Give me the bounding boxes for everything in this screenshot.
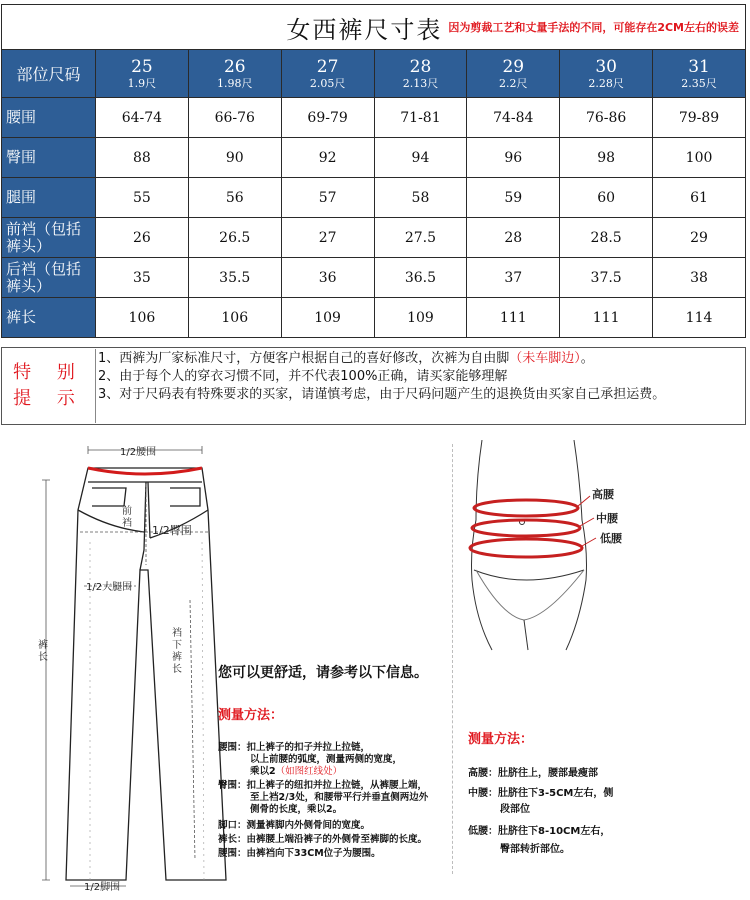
label-high-waist: 高腰 bbox=[592, 488, 614, 501]
row-label: 后裆（包括裤头） bbox=[2, 258, 96, 298]
table-cell: 109 bbox=[374, 298, 467, 338]
table-cell: 88 bbox=[96, 138, 189, 178]
label-inseam: 裆下裤长 bbox=[172, 628, 182, 675]
table-cell: 38 bbox=[653, 258, 746, 298]
table-cell: 56 bbox=[188, 178, 281, 218]
table-row bbox=[2, 178, 746, 218]
table-row bbox=[2, 98, 746, 138]
table-cell: 29 bbox=[653, 218, 746, 258]
notice-line-1: 1、西裤为厂家标准尺寸，方便客户根据自己的喜好修改，次裤为自由脚（未车脚边）。 bbox=[98, 351, 594, 366]
table-title-row bbox=[2, 5, 746, 50]
notice-line-2: 2、由于每个人的穿衣习惯不同，并不代表100%正确，请买家能够理解 bbox=[98, 369, 508, 384]
table-title: 女西裤尺寸表 bbox=[286, 15, 443, 44]
table-cell: 79-89 bbox=[653, 98, 746, 138]
table-cell: 90 bbox=[188, 138, 281, 178]
table-cell: 59 bbox=[467, 178, 560, 218]
method-title-left: 测量方法： bbox=[218, 708, 284, 723]
table-cell: 69-79 bbox=[281, 98, 374, 138]
label-low-waist: 低腰 bbox=[600, 532, 622, 545]
table-row bbox=[2, 258, 746, 298]
error-note: 因为剪裁工艺和丈量手法的不同，可能存在2CM左右的误差 bbox=[448, 21, 739, 34]
right-method-line: 中腰：肚脐往下3-5CM左右，侧 bbox=[468, 788, 614, 799]
row-label: 臀围 bbox=[2, 138, 96, 178]
row-label: 腰围 bbox=[2, 98, 96, 138]
table-cell: 28.5 bbox=[560, 218, 653, 258]
method-line: 臀围：扣上裤子的纽扣并拉上拉链，从裤腰上端， bbox=[218, 780, 428, 791]
method-line: 乘以2（如图红线处） bbox=[250, 766, 343, 777]
size-col-header: 29 2.2尺 bbox=[467, 50, 560, 98]
body-diagram bbox=[462, 440, 632, 660]
table-cell: 76-86 bbox=[560, 98, 653, 138]
table-cell: 74-84 bbox=[467, 98, 560, 138]
table-cell: 27 bbox=[281, 218, 374, 258]
table-cell: 28 bbox=[467, 218, 560, 258]
table-cell: 114 bbox=[653, 298, 746, 338]
size-col-header: 28 2.13尺 bbox=[374, 50, 467, 98]
special-notice bbox=[1, 347, 746, 425]
table-cell: 94 bbox=[374, 138, 467, 178]
method-line: 裤长：由裤腰上端沿裤子的外侧骨至裤脚的长度。 bbox=[218, 834, 428, 845]
table-cell: 100 bbox=[653, 138, 746, 178]
table-row bbox=[2, 298, 746, 338]
table-cell: 106 bbox=[188, 298, 281, 338]
table-cell: 109 bbox=[281, 298, 374, 338]
table-cell: 64-74 bbox=[96, 98, 189, 138]
table-cell: 55 bbox=[96, 178, 189, 218]
label-front-rise: 前裆 bbox=[122, 506, 132, 529]
label-mid-waist: 中腰 bbox=[596, 512, 618, 525]
size-table bbox=[1, 4, 746, 338]
table-cell: 71-81 bbox=[374, 98, 467, 138]
section-divider bbox=[452, 444, 453, 874]
table-cell: 27.5 bbox=[374, 218, 467, 258]
notice-label: 特 别 提 示 bbox=[3, 349, 96, 423]
size-col-header: 31 2.35尺 bbox=[653, 50, 746, 98]
table-cell: 96 bbox=[467, 138, 560, 178]
right-method-line: 低腰：肚脐往下8-10CM左右， bbox=[468, 826, 611, 837]
table-cell: 36 bbox=[281, 258, 374, 298]
notice-line-3: 3、对于尺码表有特殊要求的买家，请谨慎考虑，由于尺码问题产生的退换货由买家自己承担运费。 bbox=[98, 387, 666, 402]
table-cell: 60 bbox=[560, 178, 653, 218]
right-method-line: 高腰：肚脐往上，腰部最瘦部 bbox=[468, 768, 598, 779]
label-half-waist: 1/2腰围 bbox=[120, 447, 157, 458]
table-cell: 35 bbox=[96, 258, 189, 298]
right-method-line: 段部位 bbox=[500, 804, 530, 815]
row-label: 前裆（包括裤头） bbox=[2, 218, 96, 258]
row-label: 裤长 bbox=[2, 298, 96, 338]
size-col-header: 26 1.98尺 bbox=[188, 50, 281, 98]
table-cell: 36.5 bbox=[374, 258, 467, 298]
table-row bbox=[2, 218, 746, 258]
size-col-header: 30 2.28尺 bbox=[560, 50, 653, 98]
label-half-hem: 1/2脚围 bbox=[84, 882, 121, 893]
table-cell: 57 bbox=[281, 178, 374, 218]
label-half-hip: 1/2臀围 bbox=[152, 524, 192, 537]
table-cell: 35.5 bbox=[188, 258, 281, 298]
method-line: 脚口：测量裤脚内外侧骨间的宽度。 bbox=[218, 820, 371, 831]
label-half-thigh: 1/2大腿围 bbox=[86, 582, 133, 593]
table-cell: 37 bbox=[467, 258, 560, 298]
table-cell: 106 bbox=[96, 298, 189, 338]
corner-label: 部位尺码 bbox=[2, 50, 96, 98]
table-cell: 66-76 bbox=[188, 98, 281, 138]
method-line: 至上裆2/3处，和腰带平行并垂直侧两边外 bbox=[250, 792, 429, 803]
table-cell: 61 bbox=[653, 178, 746, 218]
size-header-row bbox=[2, 50, 746, 98]
method-line: 腰围：由裤裆向下33CM位子为腰围。 bbox=[218, 848, 381, 859]
right-method-line: 臀部转折部位。 bbox=[500, 844, 570, 855]
method-title-right: 测量方法： bbox=[468, 732, 534, 747]
table-row bbox=[2, 138, 746, 178]
table-cell: 26.5 bbox=[188, 218, 281, 258]
notice-body bbox=[98, 350, 741, 404]
table-cell: 111 bbox=[467, 298, 560, 338]
intro-text: 您可以更舒适，请参考以下信息。 bbox=[218, 665, 428, 681]
label-pants-length: 裤长 bbox=[38, 640, 48, 663]
table-cell: 58 bbox=[374, 178, 467, 218]
row-label: 腿围 bbox=[2, 178, 96, 218]
size-col-header: 27 2.05尺 bbox=[281, 50, 374, 98]
size-col-header: 25 1.9尺 bbox=[96, 50, 189, 98]
method-line: 侧骨的长度，乘以2。 bbox=[250, 804, 343, 815]
table-cell: 26 bbox=[96, 218, 189, 258]
table-cell: 98 bbox=[560, 138, 653, 178]
table-cell: 111 bbox=[560, 298, 653, 338]
method-line: 以上前腰的弧度，测量两侧的宽度， bbox=[250, 754, 403, 765]
table-cell: 37.5 bbox=[560, 258, 653, 298]
table-cell: 92 bbox=[281, 138, 374, 178]
method-line: 腰围：扣上裤子的扣子并拉上拉链， bbox=[218, 742, 371, 753]
